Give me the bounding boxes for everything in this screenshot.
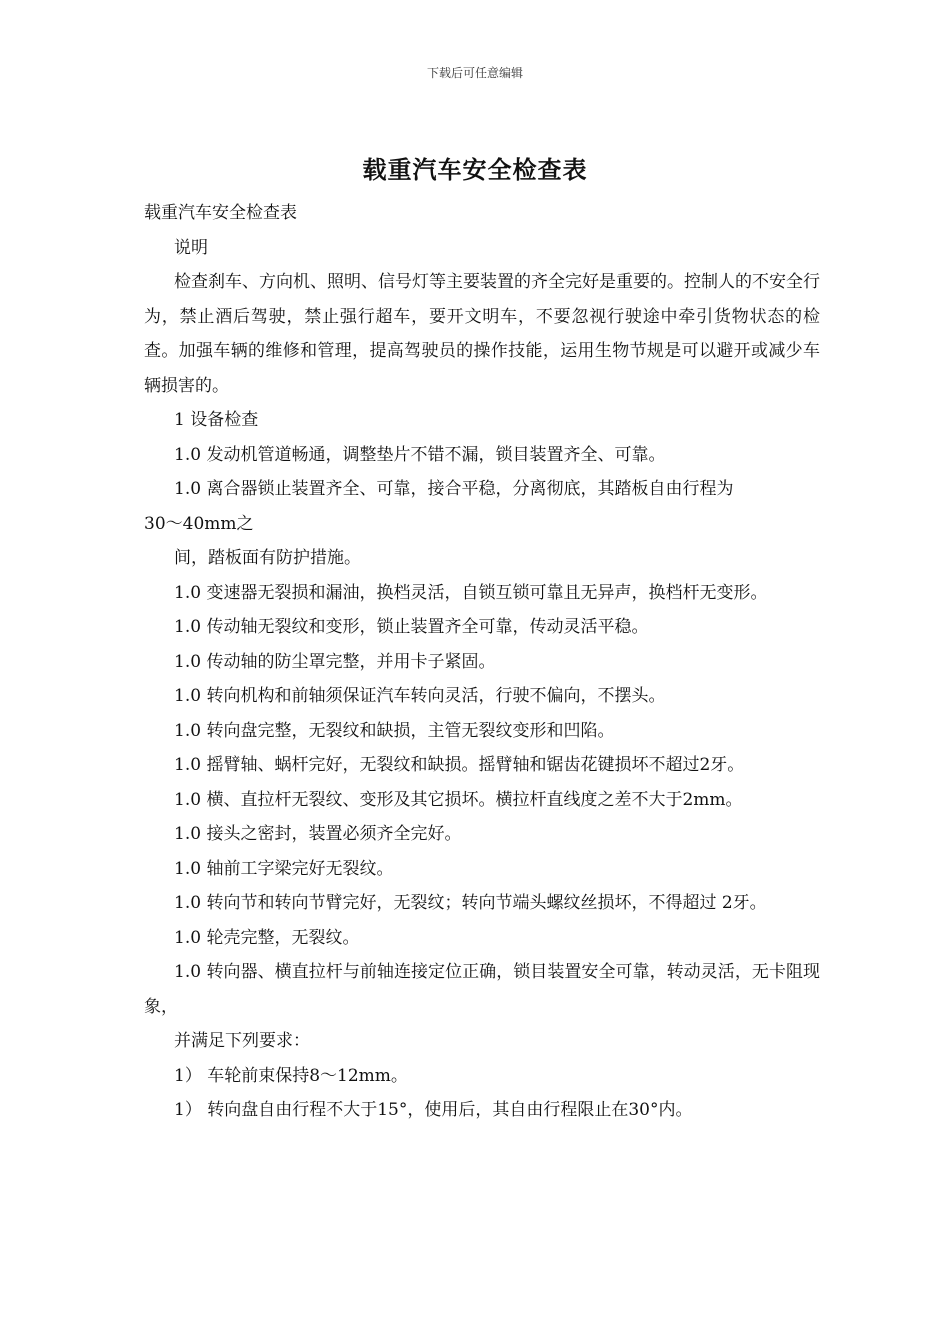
paragraph: 1.0 离合器锁止装置齐全、可靠，接合平稳，分离彻底，其踏板自由行程为 bbox=[174, 479, 734, 499]
paragraph: 1.0 摇臂轴、蜗杆完好，无裂纹和缺损。摇臂轴和锯齿花键损坏不超过2牙。 bbox=[174, 755, 745, 775]
paragraph: 1.0 转向器、横直拉杆与前轴连接定位正确，锁目装置安全可靠，转动灵活，无卡阻现象， bbox=[144, 962, 820, 1017]
paragraph: 1.0 转向节和转向节臂完好，无裂纹；转向节端头螺纹丝损坏，不得超过 2牙。 bbox=[174, 893, 767, 913]
paragraph: 1） 转向盘自由行程不大于15°，使用后，其自由行程限止在30°内。 bbox=[174, 1100, 693, 1120]
paragraph: 1 设备检查 bbox=[174, 410, 259, 430]
paragraph: 1.0 轮壳完整，无裂纹。 bbox=[174, 927, 360, 948]
paragraph: 间，踏板面有防护措施。 bbox=[174, 548, 361, 568]
paragraph: 1.0 轴前工字梁完好无裂纹。 bbox=[174, 858, 394, 879]
paragraph: 载重汽车安全检查表 bbox=[144, 203, 297, 223]
page-header-note: 下载后可任意编辑 bbox=[426, 66, 523, 80]
paragraph: 检查刹车、方向机、照明、信号灯等主要装置的齐全完好是重要的。控制人的不安全行为，禁止酒后驾驶，禁止强行超车，要开文明车，不要忽视行驶途中牵引货物状态的检查。加强车辆的维修和管理，提高驾驶员的操作技能，运用生物节规是可以避开或减少车辆损害的。 bbox=[144, 272, 820, 396]
document-title: 载重汽车安全检查表 bbox=[362, 155, 588, 184]
document-body bbox=[144, 196, 820, 1128]
paragraph: 并满足下列要求： bbox=[174, 1031, 310, 1051]
paragraph: 1.0 发动机管道畅通，调整垫片不错不漏，锁目装置齐全、可靠。 bbox=[174, 444, 666, 465]
paragraph: 1.0 变速器无裂损和漏油，换档灵活，自锁互锁可靠且无异声，换档杆无变形。 bbox=[174, 582, 768, 603]
paragraph: 1.0 接头之密封，装置必须齐全完好。 bbox=[174, 824, 462, 844]
paragraph: 说明 bbox=[174, 237, 208, 258]
paragraph: 1.0 传动轴的防尘罩完整，并用卡子紧固。 bbox=[174, 651, 496, 672]
paragraph: 1.0 传动轴无裂纹和变形，锁止装置齐全可靠，传动灵活平稳。 bbox=[174, 617, 649, 637]
paragraph: 1） 车轮前束保持8～12mm。 bbox=[174, 1065, 408, 1086]
paragraph: 1.0 转向盘完整，无裂纹和缺损，主管无裂纹变形和凹陷。 bbox=[174, 720, 615, 741]
paragraph: 30～40mm之 bbox=[144, 513, 254, 534]
paragraph: 1.0 转向机构和前轴须保证汽车转向灵活，行驶不偏向，不摆头。 bbox=[174, 686, 666, 706]
paragraph: 1.0 横、直拉杆无裂纹、变形及其它损坏。横拉杆直线度之差不大于2mm。 bbox=[174, 789, 743, 810]
